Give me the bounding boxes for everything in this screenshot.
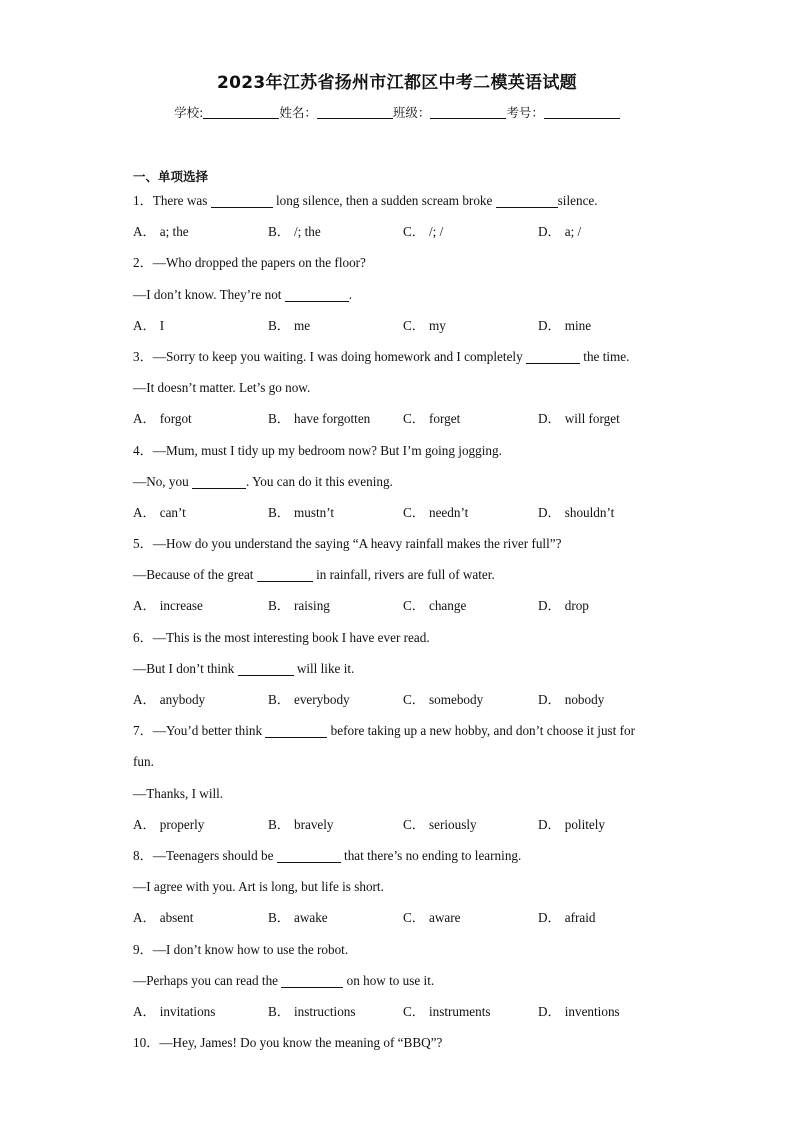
option-text: will forget <box>564 411 620 427</box>
answer-option[interactable] <box>538 590 673 621</box>
option-letter: D． <box>538 1003 561 1019</box>
option-letter: C． <box>403 224 425 240</box>
answer-option[interactable] <box>403 902 538 933</box>
option-text: aware <box>428 910 461 926</box>
school-blank[interactable] <box>203 106 279 119</box>
option-text: change <box>428 598 467 614</box>
question-text: —It doesn’t matter. Let’s go now. <box>133 380 311 396</box>
question-1-options <box>133 216 673 247</box>
option-letter: C． <box>403 692 425 707</box>
question-10-line-1 <box>133 1027 673 1058</box>
option-text: instructions <box>293 1003 356 1019</box>
question-text: —Perhaps you can read the <box>133 972 282 988</box>
question-text: 10．—Hey, James! Do you know the meaning of “BBQ”? <box>133 1035 443 1051</box>
school-label: 学校: <box>174 105 204 120</box>
question-text: 2．—Who dropped the papers on the floor? <box>133 255 366 271</box>
answer-option[interactable] <box>133 403 268 434</box>
question-text: 8．—Teenagers should be <box>133 847 277 863</box>
question-5-line-2 <box>133 559 673 590</box>
option-text: bravely <box>293 816 334 832</box>
option-letter: A． <box>133 504 156 520</box>
option-letter: C． <box>403 910 425 926</box>
option-text: have forgotten <box>293 411 371 427</box>
option-letter: B． <box>268 910 290 926</box>
question-text: —I agree with you. Art is long, but life is short. <box>133 879 384 895</box>
answer-option[interactable] <box>403 809 538 840</box>
answer-option[interactable] <box>403 590 538 621</box>
option-text: forget <box>428 411 461 427</box>
question-3-line-1 <box>133 341 673 372</box>
question-9-line-2 <box>133 965 673 996</box>
exam-no-label: 考号： <box>506 105 544 120</box>
option-text: awake <box>293 910 328 926</box>
answer-option[interactable] <box>133 310 268 341</box>
answer-blank[interactable] <box>285 287 349 302</box>
option-text: increase <box>159 598 203 614</box>
question-4-line-1 <box>133 435 673 466</box>
answer-blank[interactable] <box>238 661 294 676</box>
answer-option[interactable] <box>133 809 268 840</box>
option-letter: B． <box>268 598 290 614</box>
student-info-line <box>0 103 794 121</box>
class-label: 班级： <box>392 105 431 120</box>
option-text: inventions <box>564 1003 620 1019</box>
answer-option[interactable] <box>538 497 673 528</box>
option-letter: B． <box>268 317 290 333</box>
option-text: invitations <box>159 1003 216 1019</box>
answer-option[interactable] <box>133 216 268 247</box>
question-6-options <box>133 684 673 715</box>
exam-no-blank[interactable] <box>544 106 620 119</box>
question-text: 3．—Sorry to keep you waiting. I was doing homework and I completely <box>133 348 526 364</box>
question-text: —Because of the great <box>133 567 257 583</box>
option-letter: A． <box>133 1003 156 1019</box>
option-letter: C． <box>403 504 425 520</box>
answer-option[interactable] <box>538 216 673 247</box>
question-text: that there’s no ending to learning. <box>340 847 522 863</box>
option-letter: A． <box>133 224 156 240</box>
question-text: on how to use it. <box>343 972 435 988</box>
answer-option[interactable] <box>538 403 673 434</box>
question-text: —But I don’t think <box>133 660 238 676</box>
option-letter: A． <box>133 598 156 614</box>
answer-blank[interactable] <box>526 349 580 364</box>
question-2-line-1 <box>133 247 673 278</box>
option-letter: B． <box>268 224 290 240</box>
option-letter: B． <box>268 411 290 427</box>
answer-blank[interactable] <box>257 567 313 582</box>
answer-option[interactable] <box>133 684 268 715</box>
option-text: my <box>428 317 446 333</box>
answer-option[interactable] <box>133 902 268 933</box>
question-8-line-1 <box>133 840 673 871</box>
answer-blank[interactable] <box>496 193 558 208</box>
answer-option[interactable] <box>403 216 538 247</box>
option-letter: A． <box>133 411 156 427</box>
question-7-line-2 <box>133 746 673 777</box>
option-text: drop <box>564 598 589 614</box>
option-text: politely <box>564 816 606 832</box>
option-letter: B． <box>268 1003 290 1019</box>
question-1-line-1 <box>133 185 673 216</box>
answer-option[interactable] <box>403 996 538 1027</box>
answer-option[interactable] <box>268 216 403 247</box>
option-text: a; the <box>159 224 189 240</box>
option-letter: C． <box>403 816 425 832</box>
answer-blank[interactable] <box>211 193 273 208</box>
question-text: 9．—I don’t know how to use the robot. <box>133 941 349 957</box>
option-text: instruments <box>428 1003 491 1019</box>
answer-option[interactable] <box>133 590 268 621</box>
answer-option[interactable] <box>538 996 673 1027</box>
option-text: mine <box>564 317 592 333</box>
option-text: everybody <box>293 692 350 707</box>
question-2-options <box>133 310 673 341</box>
option-text: nobody <box>564 692 605 707</box>
option-text: somebody <box>428 692 484 707</box>
question-3-options <box>133 403 673 434</box>
answer-option[interactable] <box>538 902 673 933</box>
answer-option[interactable] <box>268 902 403 933</box>
option-letter: D． <box>538 910 561 926</box>
answer-option[interactable] <box>538 809 673 840</box>
page-title: 2023年江苏省扬州市江都区中考二模英语试题 <box>217 73 577 93</box>
question-text: 7．—You’d better think <box>133 723 266 739</box>
option-letter: A． <box>133 317 156 333</box>
section-title: 一、单项选择 <box>133 169 209 184</box>
option-text: shouldn’t <box>564 504 615 520</box>
question-5-line-1 <box>133 528 673 559</box>
answer-option[interactable] <box>268 403 403 434</box>
option-letter: D． <box>538 598 561 614</box>
option-letter: B． <box>268 692 290 707</box>
answer-blank[interactable] <box>281 973 343 988</box>
name-blank[interactable] <box>317 106 393 119</box>
option-text: needn’t <box>428 504 469 520</box>
option-letter: D． <box>538 692 561 707</box>
question-text: silence. <box>557 193 598 208</box>
option-letter: B． <box>268 504 290 520</box>
option-letter: D． <box>538 816 561 832</box>
question-text: fun. <box>133 754 154 770</box>
option-letter: C． <box>403 1003 425 1019</box>
answer-option[interactable] <box>538 310 673 341</box>
option-letter: D． <box>538 504 561 520</box>
question-7-line-1 <box>133 715 673 746</box>
option-letter: D． <box>538 317 561 333</box>
answer-option[interactable] <box>133 996 268 1027</box>
answer-blank[interactable] <box>277 848 341 863</box>
answer-option[interactable] <box>538 684 673 715</box>
question-text: —I don’t know. They’re not <box>133 286 285 302</box>
question-4-line-2 <box>133 466 673 497</box>
question-text: 5．—How do you understand the saying “A heavy rainfall makes the river full”? <box>133 536 562 552</box>
answer-option[interactable] <box>403 497 538 528</box>
option-letter: D． <box>538 411 561 427</box>
answer-blank[interactable] <box>265 723 327 738</box>
option-letter: A． <box>133 910 156 926</box>
option-text: forgot <box>159 411 192 427</box>
class-blank[interactable] <box>430 106 506 119</box>
question-7-options <box>133 809 673 840</box>
option-text: can’t <box>159 504 186 520</box>
option-text: /; the <box>293 224 321 240</box>
question-5-options <box>133 590 673 621</box>
answer-option[interactable] <box>133 497 268 528</box>
question-text: will like it. <box>293 660 355 676</box>
option-text: seriously <box>428 816 477 832</box>
question-7-line-3 <box>133 778 673 809</box>
option-text: anybody <box>159 692 206 707</box>
answer-option[interactable] <box>268 996 403 1027</box>
question-6-line-1 <box>133 622 673 653</box>
option-letter: A． <box>133 816 156 832</box>
option-text: absent <box>159 910 194 926</box>
option-letter: C． <box>403 411 425 427</box>
question-text: —Thanks, I will. <box>133 785 224 801</box>
option-text: a; / <box>564 224 582 240</box>
question-text: 1．There was <box>133 193 211 208</box>
answer-option[interactable] <box>268 684 403 715</box>
option-text: I <box>159 317 165 333</box>
question-text: . <box>348 286 353 302</box>
option-letter: C． <box>403 598 425 614</box>
option-text: me <box>293 317 311 333</box>
question-text: 6．—This is the most interesting book I have ever read. <box>133 629 430 645</box>
question-2-line-2 <box>133 279 673 310</box>
answer-option[interactable] <box>403 684 538 715</box>
question-9-options <box>133 996 673 1027</box>
option-letter: C． <box>403 317 425 333</box>
answer-option[interactable] <box>403 310 538 341</box>
option-letter: A． <box>133 692 156 707</box>
answer-option[interactable] <box>403 403 538 434</box>
question-3-line-2 <box>133 372 673 403</box>
question-list <box>133 185 673 1058</box>
name-label: 姓名： <box>279 105 317 120</box>
option-text: properly <box>159 816 205 832</box>
option-text: raising <box>293 598 330 614</box>
question-9-line-1 <box>133 934 673 965</box>
question-8-options <box>133 902 673 933</box>
answer-blank[interactable] <box>192 474 246 489</box>
answer-option[interactable] <box>268 310 403 341</box>
question-text: the time. <box>580 348 630 364</box>
option-text: /; / <box>428 224 444 240</box>
option-text: afraid <box>564 910 596 926</box>
option-letter: B． <box>268 816 290 832</box>
answer-option[interactable] <box>268 497 403 528</box>
option-text: mustn’t <box>293 504 335 520</box>
question-4-options <box>133 497 673 528</box>
question-text: in rainfall, rivers are full of water. <box>312 567 495 583</box>
question-text: —No, you <box>133 473 192 489</box>
answer-option[interactable] <box>268 590 403 621</box>
question-text: . You can do it this evening. <box>245 473 393 489</box>
question-6-line-2 <box>133 653 673 684</box>
question-8-line-2 <box>133 871 673 902</box>
question-text: long silence, then a sudden scream broke <box>272 193 496 208</box>
question-text: 4．—Mum, must I tidy up my bedroom now? But I’m going jogging. <box>133 442 502 458</box>
question-text: before taking up a new hobby, and don’t choose it just for <box>327 723 636 739</box>
option-letter: D． <box>538 224 561 240</box>
answer-option[interactable] <box>268 809 403 840</box>
